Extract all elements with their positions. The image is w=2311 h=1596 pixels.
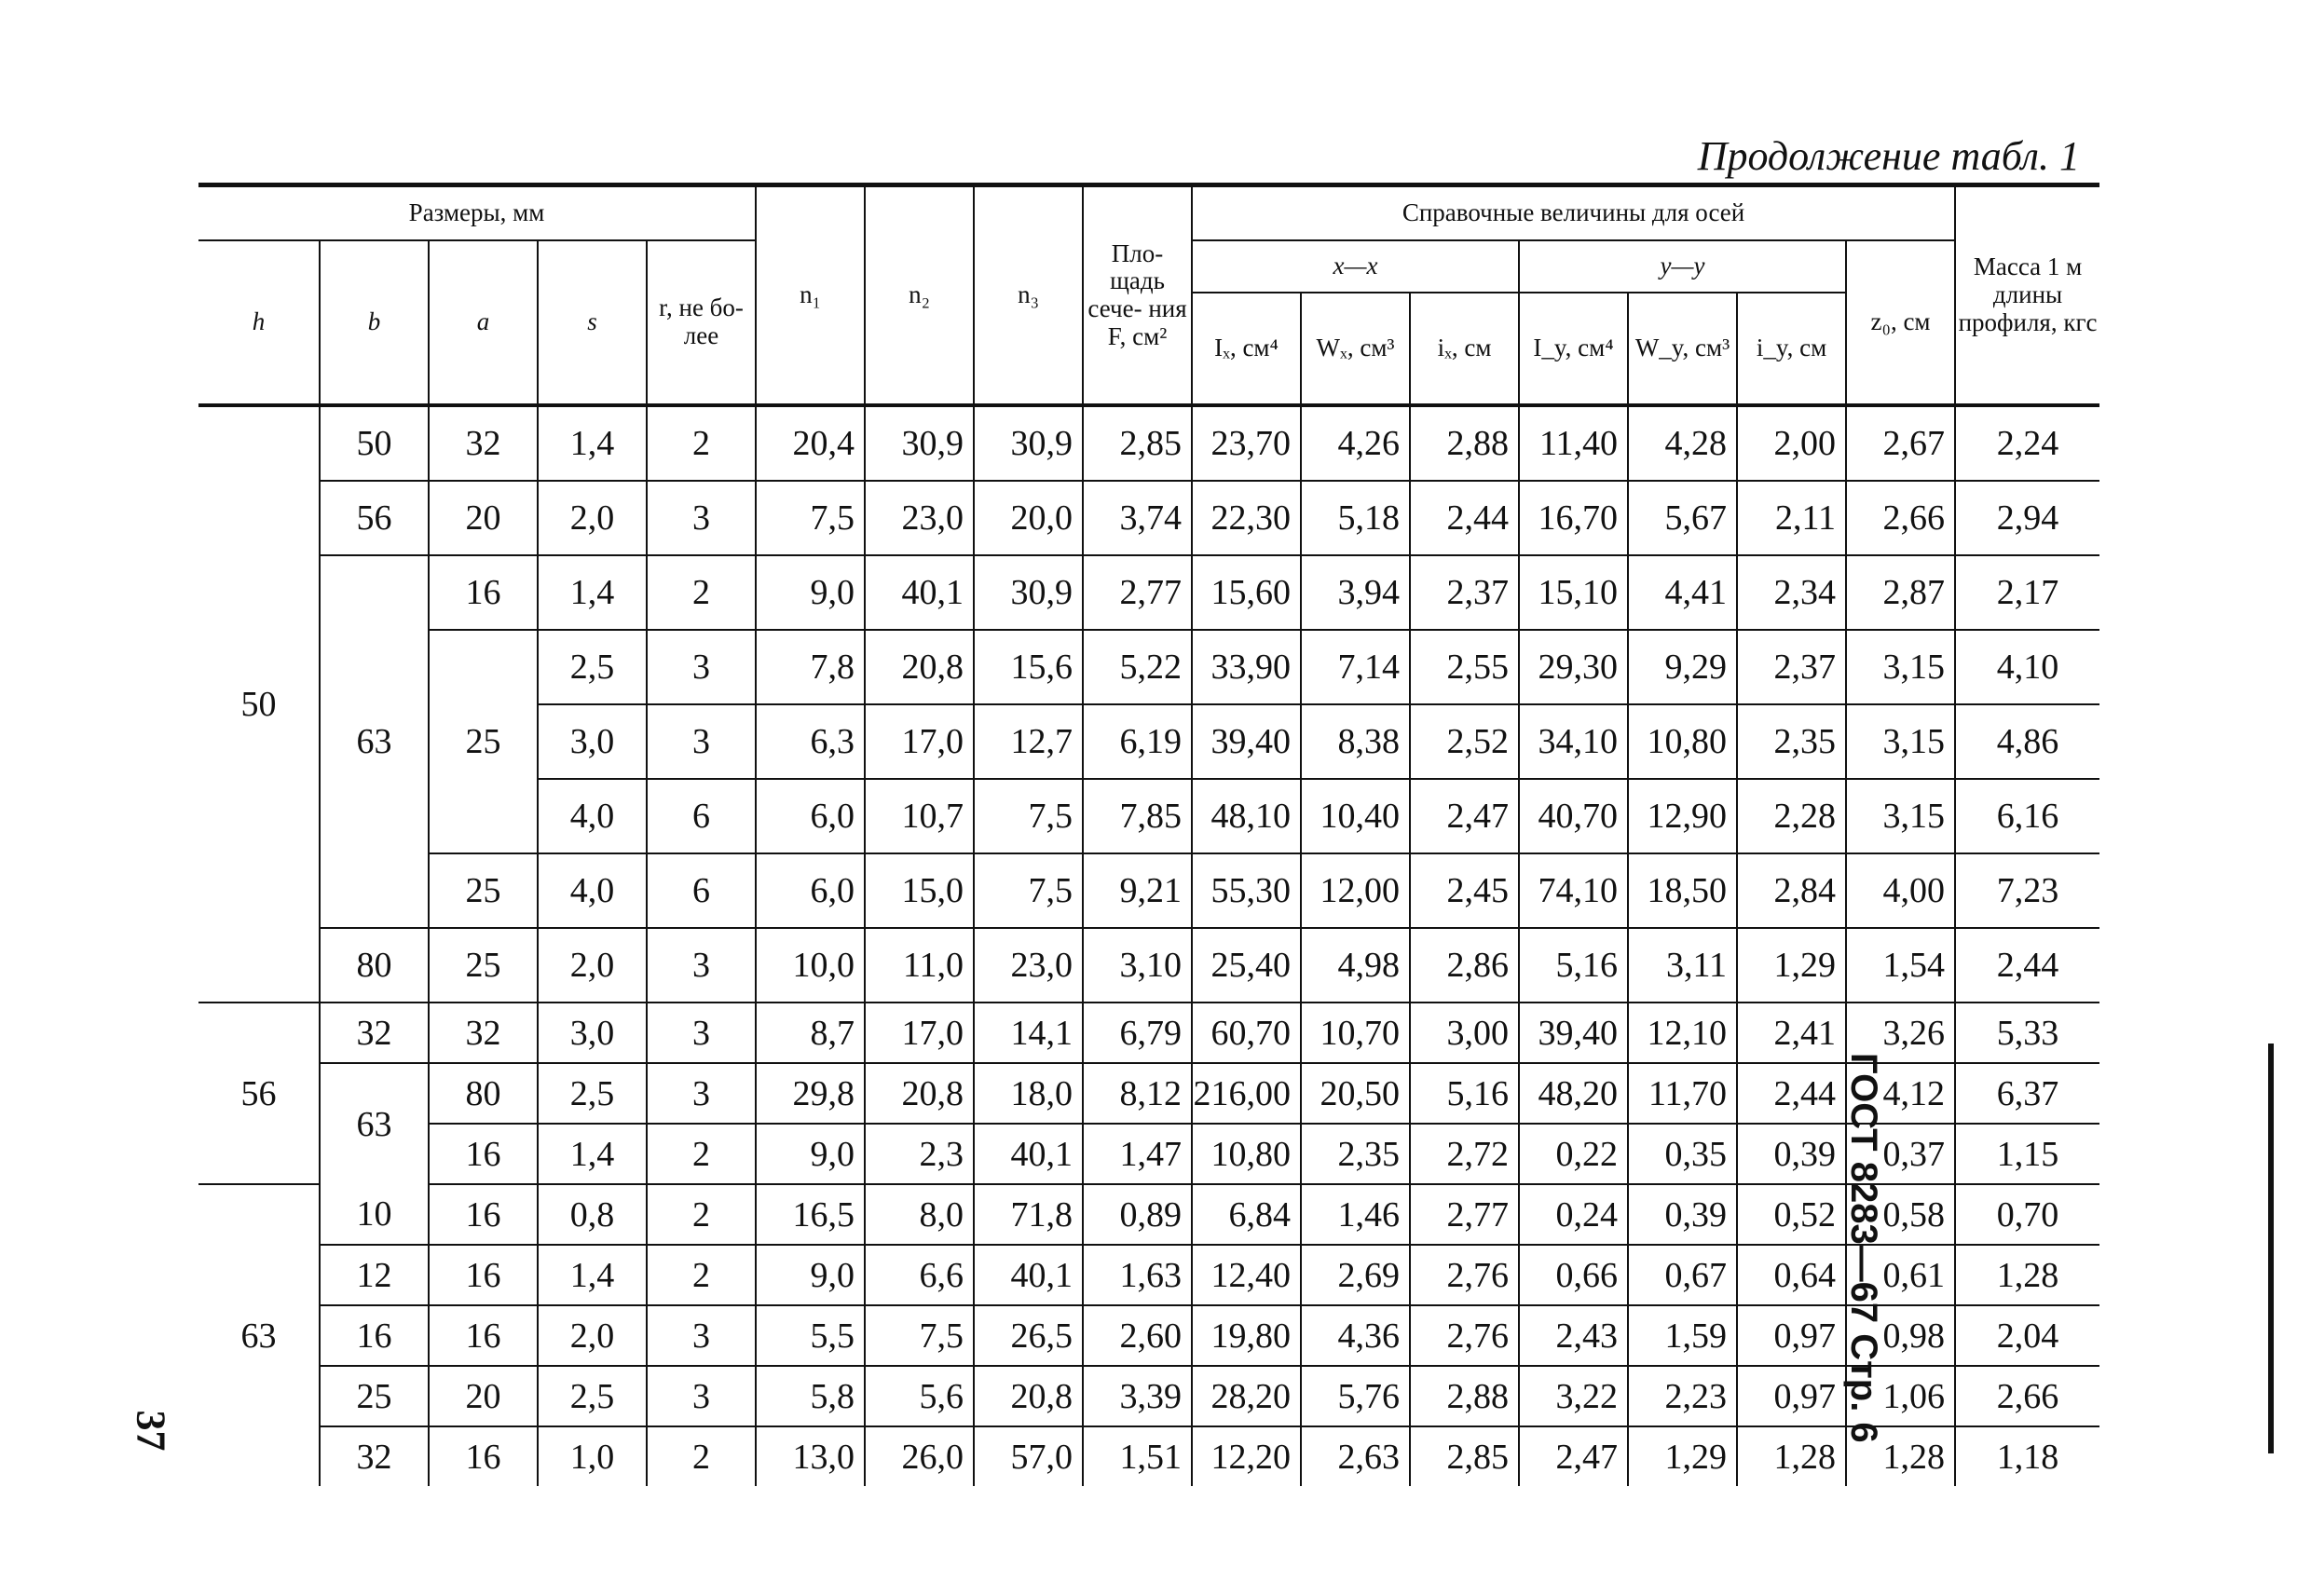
reference-header: Справочные величины для осей [1192, 185, 1955, 241]
cell-area: 1,47 [1083, 1124, 1192, 1184]
cell-a: 32 [429, 1003, 538, 1063]
cell-iy-radius: 2,11 [1737, 481, 1846, 555]
cell-ix-radius: 2,76 [1410, 1305, 1519, 1366]
cell-iy-radius: 2,84 [1737, 853, 1846, 928]
b-header: b [320, 240, 429, 403]
cell-wy: 18,50 [1628, 853, 1737, 928]
cell-r: 3 [647, 1366, 756, 1426]
cell-ix-moment: 33,90 [1192, 630, 1301, 704]
cell-z0: 4,00 [1846, 853, 1955, 928]
cell-mass: 7,23 [1955, 853, 2099, 928]
cell-ix-moment: 10,80 [1192, 1124, 1301, 1184]
cell-ix-moment: 39,40 [1192, 704, 1301, 779]
cell-n3: 30,9 [974, 405, 1083, 481]
cell-ix-radius: 2,47 [1410, 779, 1519, 853]
cell-r: 3 [647, 1003, 756, 1063]
cell-mass: 2,66 [1955, 1366, 2099, 1426]
cell-s: 3,0 [538, 704, 647, 779]
ix-radius-header: iₓ, см [1410, 293, 1519, 403]
cell-n1: 20,4 [756, 405, 865, 481]
cell-n3: 57,0 [974, 1426, 1083, 1486]
cell-iy-moment: 34,10 [1519, 704, 1628, 779]
cell-ix-moment: 60,70 [1192, 1003, 1301, 1063]
cell-r: 6 [647, 853, 756, 928]
cell-mass: 1,18 [1955, 1426, 2099, 1486]
cell-ix-radius: 2,37 [1410, 555, 1519, 630]
cell-ix-moment: 15,60 [1192, 555, 1301, 630]
cell-n2: 2,3 [865, 1124, 974, 1184]
cell-ix-moment: 12,40 [1192, 1245, 1301, 1305]
a-header: a [429, 240, 538, 403]
cell-ix-radius: 2,44 [1410, 481, 1519, 555]
cell-r: 3 [647, 1305, 756, 1366]
cell-z0: 0,58 [1846, 1184, 1955, 1245]
n2-header: n₂ [865, 185, 974, 404]
cell-ix-radius: 2,76 [1410, 1245, 1519, 1305]
cell-ix-radius: 2,85 [1410, 1426, 1519, 1486]
cell-wx: 2,69 [1301, 1245, 1410, 1305]
cell-iy-radius: 2,35 [1737, 704, 1846, 779]
cell-a: 16 [429, 1124, 538, 1184]
cell-mass: 4,86 [1955, 704, 2099, 779]
cell-wy: 9,29 [1628, 630, 1737, 704]
cell-mass: 6,16 [1955, 779, 2099, 853]
iy-moment-header: I_y, см⁴ [1519, 293, 1628, 403]
cell-ix-moment: 25,40 [1192, 928, 1301, 1003]
cell-z0: 3,26 [1846, 1003, 1955, 1063]
cell-wx: 10,40 [1301, 779, 1410, 853]
z0-header: z₀, см [1846, 240, 1955, 403]
table-row [198, 1124, 2099, 1184]
cell-wx: 12,00 [1301, 853, 1410, 928]
cell-area: 2,60 [1083, 1305, 1192, 1366]
cell-iy-moment: 0,66 [1519, 1245, 1628, 1305]
cell-n3: 71,8 [974, 1184, 1083, 1245]
cell-n1: 9,0 [756, 1245, 865, 1305]
table-row [198, 405, 2099, 481]
cell-n1: 16,5 [756, 1184, 865, 1245]
cell-s: 3,0 [538, 1003, 647, 1063]
cell-z0: 3,15 [1846, 630, 1955, 704]
cell-wx: 1,46 [1301, 1184, 1410, 1245]
cell-area: 1,51 [1083, 1426, 1192, 1486]
b-group-63: 63 [320, 555, 429, 928]
cell-iy-moment: 11,40 [1519, 405, 1628, 481]
cell-s: 2,0 [538, 928, 647, 1003]
cell-mass: 2,24 [1955, 405, 2099, 481]
cell-ix-moment: 22,30 [1192, 481, 1301, 555]
ix-moment-header: Iₓ, см⁴ [1192, 293, 1301, 403]
cell-n1: 6,3 [756, 704, 865, 779]
cell-iy-radius: 2,34 [1737, 555, 1846, 630]
cell-wx: 4,98 [1301, 928, 1410, 1003]
cell-s: 1,4 [538, 405, 647, 481]
cell-wy: 0,39 [1628, 1184, 1737, 1245]
cell-n2: 7,5 [865, 1305, 974, 1366]
cell-n3: 20,0 [974, 481, 1083, 555]
cell-n1: 5,5 [756, 1305, 865, 1366]
cell-s: 2,0 [538, 481, 647, 555]
cell-iy-radius: 0,39 [1737, 1124, 1846, 1184]
cell-a: 16 [429, 1184, 538, 1245]
cell-wx: 2,63 [1301, 1426, 1410, 1486]
cell-mass: 2,94 [1955, 481, 2099, 555]
cell-b: 32 [320, 1003, 429, 1063]
cell-z0: 0,37 [1846, 1124, 1955, 1184]
cell-n1: 5,8 [756, 1366, 865, 1426]
cell-a: 32 [429, 405, 538, 481]
cell-n1: 9,0 [756, 555, 865, 630]
cell-area: 5,22 [1083, 630, 1192, 704]
cell-wy: 3,11 [1628, 928, 1737, 1003]
cell-wy: 4,28 [1628, 405, 1737, 481]
table-row [198, 1245, 2099, 1305]
cell-wx: 4,26 [1301, 405, 1410, 481]
cell-iy-radius: 0,97 [1737, 1305, 1846, 1366]
cell-z0: 1,28 [1846, 1426, 1955, 1486]
cell-r: 3 [647, 1063, 756, 1124]
cell-ix-moment: 23,70 [1192, 405, 1301, 481]
cell-r: 3 [647, 704, 756, 779]
cell-mass: 4,10 [1955, 630, 2099, 704]
cell-iy-radius: 1,28 [1737, 1426, 1846, 1486]
cell-area: 1,63 [1083, 1245, 1192, 1305]
cell-ix-moment: 12,20 [1192, 1426, 1301, 1486]
cell-ix-radius: 5,16 [1410, 1063, 1519, 1124]
cell-s: 2,0 [538, 1305, 647, 1366]
cell-n2: 20,8 [865, 1063, 974, 1124]
cell-iy-moment: 0,22 [1519, 1124, 1628, 1184]
side-label: ГОСТ 8283—67 Стр. 6 [1843, 1053, 1884, 1443]
cell-b: 80 [320, 928, 429, 1003]
cell-wy: 11,70 [1628, 1063, 1737, 1124]
cell-wx: 2,35 [1301, 1124, 1410, 1184]
cell-n1: 6,0 [756, 853, 865, 928]
cell-n2: 26,0 [865, 1426, 974, 1486]
cell-wx: 10,70 [1301, 1003, 1410, 1063]
cell-n3: 40,1 [974, 1245, 1083, 1305]
cell-n3: 18,0 [974, 1063, 1083, 1124]
cell-iy-moment: 3,22 [1519, 1366, 1628, 1426]
cell-a: 25 [429, 853, 538, 928]
n1-header: n₁ [756, 185, 865, 404]
cell-n3: 40,1 [974, 1124, 1083, 1184]
cell-mass: 0,70 [1955, 1184, 2099, 1245]
b-group-63: 63 [320, 1063, 429, 1184]
cell-iy-moment: 40,70 [1519, 779, 1628, 853]
cell-r: 2 [647, 555, 756, 630]
cell-s: 1,0 [538, 1426, 647, 1486]
h-header: h [252, 307, 266, 336]
cell-wx: 8,38 [1301, 704, 1410, 779]
table-row [198, 630, 2099, 704]
cell-wy: 10,80 [1628, 704, 1737, 779]
page-number: 37 [128, 1410, 174, 1452]
cell-ix-moment: 6,84 [1192, 1184, 1301, 1245]
cell-iy-moment: 2,43 [1519, 1305, 1628, 1366]
cell-n1: 9,0 [756, 1124, 865, 1184]
cell-ix-moment: 19,80 [1192, 1305, 1301, 1366]
cell-ix-moment: 48,10 [1192, 779, 1301, 853]
cell-wy: 0,35 [1628, 1124, 1737, 1184]
axis-y-header: y—y [1519, 240, 1846, 293]
cell-s: 2,5 [538, 630, 647, 704]
cell-iy-moment: 39,40 [1519, 1003, 1628, 1063]
table-row [198, 481, 2099, 555]
cell-s: 1,4 [538, 1124, 647, 1184]
cell-a: 16 [429, 1245, 538, 1305]
cell-wy: 0,67 [1628, 1245, 1737, 1305]
cell-ix-radius: 3,00 [1410, 1003, 1519, 1063]
table-row [198, 1003, 2099, 1063]
table-body [198, 405, 2099, 1486]
cell-b: 12 [320, 1245, 429, 1305]
cell-wy: 12,10 [1628, 1003, 1737, 1063]
cell-iy-moment: 29,30 [1519, 630, 1628, 704]
cell-ix-radius: 2,77 [1410, 1184, 1519, 1245]
cell-r: 3 [647, 928, 756, 1003]
cell-s: 2,5 [538, 1063, 647, 1124]
cell-mass: 2,44 [1955, 928, 2099, 1003]
cell-n3: 23,0 [974, 928, 1083, 1003]
cell-area: 0,89 [1083, 1184, 1192, 1245]
cell-wx: 5,18 [1301, 481, 1410, 555]
a-group-25: 25 [429, 630, 538, 853]
cell-n3: 26,5 [974, 1305, 1083, 1366]
cell-a: 16 [429, 1305, 538, 1366]
table-caption: Продолжение табл. 1 [1697, 133, 2080, 179]
cell-b: 10 [320, 1184, 429, 1245]
table-row [198, 1184, 2099, 1245]
cell-s: 2,5 [538, 1366, 647, 1426]
cell-iy-radius: 1,29 [1737, 928, 1846, 1003]
cell-iy-moment: 5,16 [1519, 928, 1628, 1003]
cell-mass: 1,28 [1955, 1245, 2099, 1305]
cell-n2: 8,0 [865, 1184, 974, 1245]
r-header: r, не бо- лее [647, 240, 756, 403]
cell-n2: 15,0 [865, 853, 974, 928]
cell-wy: 2,23 [1628, 1366, 1737, 1426]
cell-a: 20 [429, 1366, 538, 1426]
cell-n3: 7,5 [974, 779, 1083, 853]
cell-area: 3,10 [1083, 928, 1192, 1003]
cell-s: 0,8 [538, 1184, 647, 1245]
cell-r: 3 [647, 481, 756, 555]
cell-wy: 1,59 [1628, 1305, 1737, 1366]
cell-n3: 14,1 [974, 1003, 1083, 1063]
h-group-56: 56 [198, 1003, 320, 1184]
cell-iy-radius: 0,97 [1737, 1366, 1846, 1426]
cell-n1: 29,8 [756, 1063, 865, 1124]
cell-r: 3 [647, 630, 756, 704]
area-header: Пло- щадь сече- ния F, см² [1083, 185, 1192, 404]
cell-wy: 12,90 [1628, 779, 1737, 853]
cell-r: 2 [647, 1184, 756, 1245]
cell-n3: 15,6 [974, 630, 1083, 704]
cell-n1: 7,5 [756, 481, 865, 555]
wx-header: Wₓ, см³ [1301, 293, 1410, 403]
cell-n1: 7,8 [756, 630, 865, 704]
table-row [198, 1063, 2099, 1124]
cell-b: 56 [320, 481, 429, 555]
s-header: s [538, 240, 647, 403]
cell-area: 2,77 [1083, 555, 1192, 630]
profile-table [198, 183, 2099, 1486]
cell-area: 7,85 [1083, 779, 1192, 853]
cell-ix-radius: 2,88 [1410, 405, 1519, 481]
cell-wy: 4,41 [1628, 555, 1737, 630]
cell-ix-radius: 2,86 [1410, 928, 1519, 1003]
cell-n2: 5,6 [865, 1366, 974, 1426]
cell-area: 6,19 [1083, 704, 1192, 779]
dimensions-header: Размеры, мм [198, 185, 756, 241]
cell-ix-radius: 2,45 [1410, 853, 1519, 928]
cell-ix-radius: 2,55 [1410, 630, 1519, 704]
cell-n2: 30,9 [865, 405, 974, 481]
cell-iy-radius: 0,52 [1737, 1184, 1846, 1245]
cell-wy: 1,29 [1628, 1426, 1737, 1486]
cell-z0: 1,54 [1846, 928, 1955, 1003]
cell-n3: 7,5 [974, 853, 1083, 928]
h-group-50: 50 [240, 685, 277, 724]
cell-n2: 23,0 [865, 481, 974, 555]
cell-a: 25 [429, 928, 538, 1003]
cell-r: 2 [647, 1426, 756, 1486]
cell-iy-radius: 2,00 [1737, 405, 1846, 481]
cell-z0: 2,87 [1846, 555, 1955, 630]
cell-area: 2,85 [1083, 405, 1192, 481]
cell-iy-moment: 2,47 [1519, 1426, 1628, 1486]
cell-ix-radius: 2,52 [1410, 704, 1519, 779]
cell-z0: 3,15 [1846, 704, 1955, 779]
cell-r: 6 [647, 779, 756, 853]
cell-z0: 2,66 [1846, 481, 1955, 555]
cell-ix-radius: 2,72 [1410, 1124, 1519, 1184]
cell-mass: 2,04 [1955, 1305, 2099, 1366]
cell-z0: 1,06 [1846, 1366, 1955, 1426]
cell-iy-moment: 16,70 [1519, 481, 1628, 555]
cell-z0: 0,61 [1846, 1245, 1955, 1305]
cell-mass: 1,15 [1955, 1124, 2099, 1184]
cell-iy-moment: 48,20 [1519, 1063, 1628, 1124]
cell-area: 6,79 [1083, 1003, 1192, 1063]
cell-n1: 8,7 [756, 1003, 865, 1063]
cell-wx: 3,94 [1301, 555, 1410, 630]
n3-header: n₃ [974, 185, 1083, 404]
table-row [198, 1305, 2099, 1366]
cell-wx: 5,76 [1301, 1366, 1410, 1426]
cell-n1: 6,0 [756, 779, 865, 853]
cell-iy-radius: 2,28 [1737, 779, 1846, 853]
cell-area: 3,39 [1083, 1366, 1192, 1426]
cell-n2: 6,6 [865, 1245, 974, 1305]
cell-n3: 30,9 [974, 555, 1083, 630]
axis-x-header: x—x [1192, 240, 1519, 293]
table-row [198, 928, 2099, 1003]
cell-r: 2 [647, 1124, 756, 1184]
cell-n2: 11,0 [865, 928, 974, 1003]
table-row [198, 853, 2099, 928]
cell-a: 20 [429, 481, 538, 555]
cell-ix-moment: 216,00 [1192, 1063, 1301, 1124]
cell-r: 2 [647, 1245, 756, 1305]
cell-iy-moment: 0,24 [1519, 1184, 1628, 1245]
h-group-63: 63 [198, 1184, 320, 1486]
cell-z0: 2,67 [1846, 405, 1955, 481]
cell-n2: 17,0 [865, 1003, 974, 1063]
cell-iy-moment: 74,10 [1519, 853, 1628, 928]
cell-ix-radius: 2,88 [1410, 1366, 1519, 1426]
cell-iy-radius: 0,64 [1737, 1245, 1846, 1305]
cell-s: 1,4 [538, 555, 647, 630]
cell-b: 25 [320, 1366, 429, 1426]
cell-ix-moment: 28,20 [1192, 1366, 1301, 1426]
cell-s: 4,0 [538, 853, 647, 928]
cell-n1: 13,0 [756, 1426, 865, 1486]
cell-n1: 10,0 [756, 928, 865, 1003]
cell-a: 16 [429, 555, 538, 630]
cell-wx: 20,50 [1301, 1063, 1410, 1124]
cell-r: 2 [647, 405, 756, 481]
cell-ix-moment: 55,30 [1192, 853, 1301, 928]
cell-n2: 20,8 [865, 630, 974, 704]
cell-mass: 5,33 [1955, 1003, 2099, 1063]
iy-radius-header: i_y, см [1737, 293, 1846, 403]
cell-iy-radius: 2,41 [1737, 1003, 1846, 1063]
cell-n2: 40,1 [865, 555, 974, 630]
cell-area: 3,74 [1083, 481, 1192, 555]
mass-header: Масса 1 м длины профиля, кгс [1955, 185, 2099, 404]
cell-iy-radius: 2,37 [1737, 630, 1846, 704]
side-rule [2268, 1044, 2274, 1453]
table-row [198, 555, 2099, 630]
cell-a: 16 [429, 1426, 538, 1486]
cell-n3: 12,7 [974, 704, 1083, 779]
cell-s: 1,4 [538, 1245, 647, 1305]
cell-area: 8,12 [1083, 1063, 1192, 1124]
cell-s: 4,0 [538, 779, 647, 853]
table-row [198, 1426, 2099, 1486]
cell-mass: 2,17 [1955, 555, 2099, 630]
cell-b: 32 [320, 1426, 429, 1486]
cell-mass: 6,37 [1955, 1063, 2099, 1124]
cell-n2: 10,7 [865, 779, 974, 853]
cell-wx: 7,14 [1301, 630, 1410, 704]
cell-n2: 17,0 [865, 704, 974, 779]
cell-b: 16 [320, 1305, 429, 1366]
cell-wx: 4,36 [1301, 1305, 1410, 1366]
table-row [198, 1366, 2099, 1426]
cell-n3: 20,8 [974, 1366, 1083, 1426]
cell-b: 50 [320, 405, 429, 481]
cell-z0: 4,12 [1846, 1063, 1955, 1124]
cell-wy: 5,67 [1628, 481, 1737, 555]
cell-iy-moment: 15,10 [1519, 555, 1628, 630]
wy-header: W_y, см³ [1628, 293, 1737, 403]
cell-z0: 3,15 [1846, 779, 1955, 853]
cell-a: 80 [429, 1063, 538, 1124]
cell-z0: 0,98 [1846, 1305, 1955, 1366]
cell-iy-radius: 2,44 [1737, 1063, 1846, 1124]
cell-area: 9,21 [1083, 853, 1192, 928]
